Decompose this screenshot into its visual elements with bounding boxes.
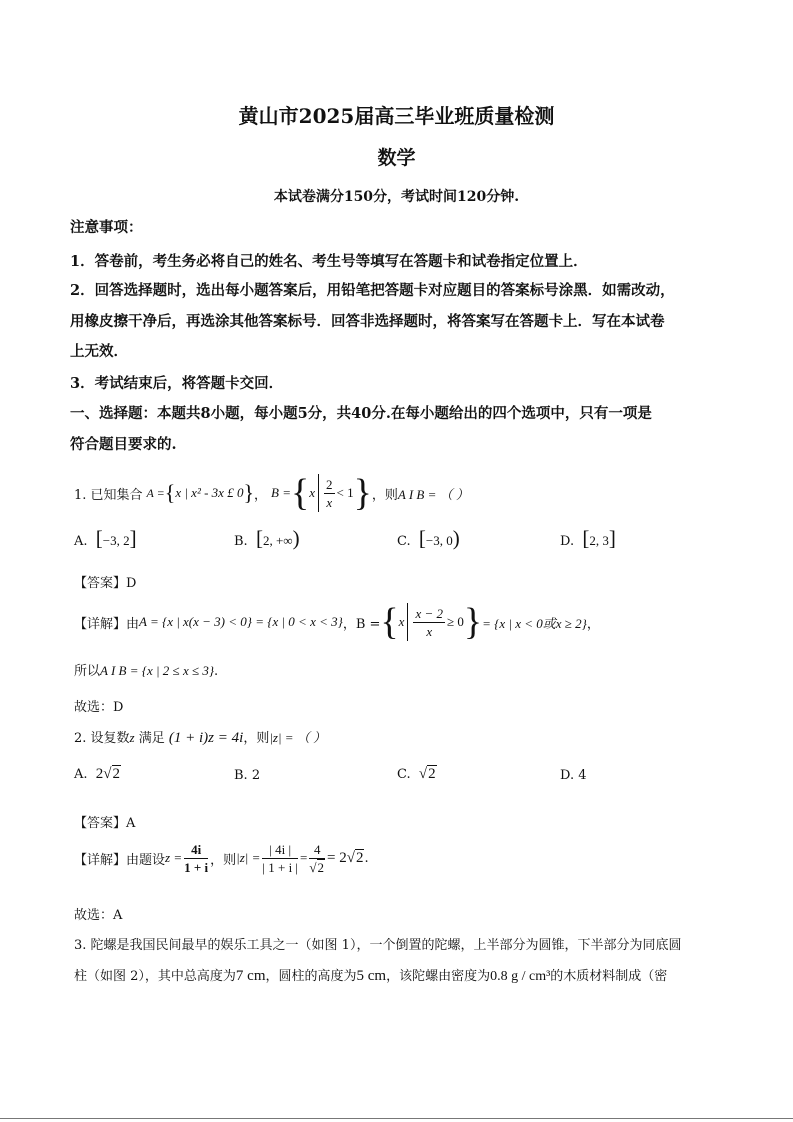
q1-detail-set-a: A = {x | x(x − 3) < 0} = {x | 0 < x < 3}: [139, 614, 343, 629]
subject-title: 数学: [377, 147, 416, 169]
section-1-line-2: 符合题目要求的.: [70, 436, 177, 453]
q1-set-b-rel: < 1: [336, 485, 354, 500]
q1-comma: ，: [254, 487, 268, 503]
q2-choose: 故选：A: [74, 908, 123, 923]
notes-heading: 注意事项：: [70, 219, 143, 236]
q1-option-a: A. [−3, 2]: [74, 526, 137, 550]
q2-answer: 【答案】A: [74, 816, 136, 831]
q1-set-b-den: x: [326, 494, 333, 510]
note-2-line-1: 2．回答选择题时，选出每小题答案后，用铅笔把答题卡对应题目的答案标号涂黑．如需改动，: [70, 282, 675, 299]
q1-choose: 故选：D: [74, 700, 124, 715]
question-1: 1. 已知集合 A = { x | x² - 3x £ 0 } ， B = { x $\frac{2}{x}$ < 1 } ，则 A I B = （ ）: [74, 472, 469, 514]
question-3-line-1: 3. 陀螺是我国民间最早的娱乐工具之一（如图 1），一个倒置的陀螺，上半部分为圆锥，下半部分为同底圆: [74, 938, 682, 953]
section-1-line-1: 一、选择题：本题共8小题，每小题5分，共40分.在每小题给出的四个选项中，只有一项是: [70, 405, 652, 422]
q1-set-b-num: 2: [326, 476, 333, 492]
q1-conclusion: 所以A I B = {x | 2 ≤ x ≤ 3}.: [74, 663, 219, 679]
note-2-line-2: 用橡皮擦干净后，再选涂其他答案标号．回答非选择题时，将答案写在答题卡上．写在本试卷: [70, 313, 665, 330]
question-3-line-2: 柱（如图 2），其中总高度为7 cm，圆柱的高度为5 cm，该陀螺由密度为0.8 g / cm³的木质材料制成（密: [74, 968, 668, 984]
q1-detail: 【详解】由 A = {x | x(x − 3) < 0} = {x | 0 < x < 3} ，B = { x $\frac{x - 2}{x}$ ≥ 0 } = {x | x < 0或x ≥ 2} ，: [74, 601, 600, 643]
question-2: 2. 设复数z 满足 (1 + i)z = 4i，则|z| = （ ）: [74, 730, 327, 746]
note-1: 1．答卷前，考生务必将自己的姓名、考生号等填写在答题卡和试卷指定位置上．: [70, 253, 588, 270]
exam-intro: 本试卷满分150分，考试时间120分钟.: [273, 189, 520, 205]
q2-expression: (1 + i)z = 4i: [168, 730, 244, 746]
q1-option-b: B. [2, +∞): [234, 526, 300, 550]
page-title: 黄山市2025届高三毕业班质量检测: [238, 104, 555, 128]
q1-set-b-var: x: [309, 485, 316, 500]
q1-ask: A I B = （ ）: [397, 486, 469, 502]
q1-set-a: x | x² - 3x £ 0: [175, 485, 244, 500]
q2-detail: 【详解】由题设 z = $\frac{4i}{1 + i}$ ，则 |z| = $\frac{| 4i |}{| 1 + i |}$ = $\frac{4}{√2}$ = 2 √ 2 .: [74, 841, 369, 875]
q1-answer: 【答案】D: [74, 576, 137, 591]
q2-option-b: B. 2: [234, 768, 261, 783]
note-2-line-3: 上无效．: [70, 343, 128, 360]
q2-option-a: A. 2√2: [74, 766, 121, 782]
q1-then: ，则: [371, 487, 398, 503]
q1-option-c: C. [−3, 0): [397, 526, 460, 550]
note-3: 3．考试结束后，将答题卡交回．: [70, 375, 284, 392]
q2-option-c: C. √2: [397, 766, 436, 782]
q1-option-d: D. [2, 3]: [560, 526, 616, 550]
page-bottom-rule: [0, 1118, 793, 1119]
q1-prefix: 1. 已知集合: [74, 487, 143, 503]
q2-option-d: D. 4: [560, 768, 587, 783]
q1-detail-set-b: = {x | x < 0或x ≥ 2}: [482, 615, 587, 631]
